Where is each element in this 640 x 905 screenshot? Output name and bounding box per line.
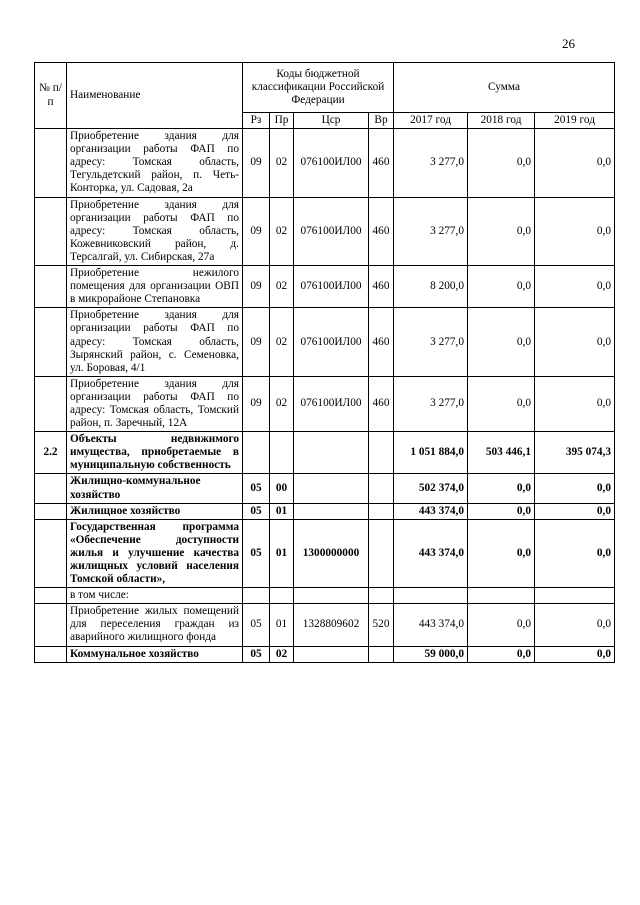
row-2017: 3 277,0 bbox=[394, 308, 468, 376]
row-2018: 503 446,1 bbox=[468, 432, 535, 474]
row-rz: 05 bbox=[243, 604, 270, 646]
row-number: 2.2 bbox=[35, 432, 67, 474]
table-row bbox=[35, 519, 615, 587]
table-body bbox=[35, 129, 615, 663]
row-pr: 02 bbox=[270, 197, 294, 265]
row-pr: 02 bbox=[270, 266, 294, 308]
row-2019: 0,0 bbox=[535, 503, 615, 519]
row-2019: 0,0 bbox=[535, 646, 615, 662]
row-rz: 05 bbox=[243, 646, 270, 662]
row-pr bbox=[270, 432, 294, 474]
row-rz: 09 bbox=[243, 197, 270, 265]
row-2019: 0,0 bbox=[535, 519, 615, 587]
header-no: № п/п bbox=[35, 63, 67, 129]
table-row bbox=[35, 474, 615, 503]
row-csr bbox=[294, 474, 369, 503]
row-rz: 05 bbox=[243, 474, 270, 503]
row-vr: 460 bbox=[369, 197, 394, 265]
row-pr: 01 bbox=[270, 503, 294, 519]
row-rz: 09 bbox=[243, 129, 270, 197]
table-row bbox=[35, 503, 615, 519]
row-2018: 0,0 bbox=[468, 376, 535, 431]
row-2018: 0,0 bbox=[468, 308, 535, 376]
row-name: Приобретение здания для организации работы ФАП по адресу: Томская область, Зырянский район, с. Семеновка, ул. Боровая, 4/1 bbox=[67, 308, 243, 376]
row-2018: 0,0 bbox=[468, 197, 535, 265]
row-2018: 0,0 bbox=[468, 519, 535, 587]
row-rz: 09 bbox=[243, 376, 270, 431]
row-2018: 0,0 bbox=[468, 503, 535, 519]
row-vr: 460 bbox=[369, 266, 394, 308]
row-vr: 460 bbox=[369, 129, 394, 197]
row-name: Приобретение здания для организации работы ФАП по адресу: Томская область, Тегульдетский район, п. Четь-Конторка, ул. Садовая, 2а bbox=[67, 129, 243, 197]
row-name: Жилищно-коммунальное хозяйство bbox=[67, 474, 243, 503]
row-2019 bbox=[535, 588, 615, 604]
header-vr: Вр bbox=[369, 113, 394, 129]
row-2019: 0,0 bbox=[535, 604, 615, 646]
row-vr bbox=[369, 474, 394, 503]
row-2017: 8 200,0 bbox=[394, 266, 468, 308]
row-name: Приобретение нежилого помещения для организации ОВП в микрорайоне Степановка bbox=[67, 266, 243, 308]
row-csr: 1300000000 bbox=[294, 519, 369, 587]
row-vr: 460 bbox=[369, 376, 394, 431]
row-rz bbox=[243, 588, 270, 604]
row-number bbox=[35, 129, 67, 197]
header-csr: Цср bbox=[294, 113, 369, 129]
row-number bbox=[35, 266, 67, 308]
row-vr: 520 bbox=[369, 604, 394, 646]
row-csr bbox=[294, 503, 369, 519]
row-csr: 076100ИЛ00 bbox=[294, 376, 369, 431]
row-2018: 0,0 bbox=[468, 646, 535, 662]
row-2018 bbox=[468, 588, 535, 604]
row-pr: 02 bbox=[270, 308, 294, 376]
row-csr: 076100ИЛ00 bbox=[294, 129, 369, 197]
row-2017: 1 051 884,0 bbox=[394, 432, 468, 474]
page-number: 26 bbox=[562, 36, 575, 51]
row-vr bbox=[369, 432, 394, 474]
row-2019: 0,0 bbox=[535, 308, 615, 376]
row-2017: 502 374,0 bbox=[394, 474, 468, 503]
row-name: в том числе: bbox=[67, 588, 243, 604]
table-row bbox=[35, 197, 615, 265]
table-row bbox=[35, 646, 615, 662]
row-2019: 0,0 bbox=[535, 266, 615, 308]
row-2019: 0,0 bbox=[535, 474, 615, 503]
row-number bbox=[35, 474, 67, 503]
row-csr: 1328809602 bbox=[294, 604, 369, 646]
table-row bbox=[35, 129, 615, 197]
row-rz: 09 bbox=[243, 308, 270, 376]
row-2017: 443 374,0 bbox=[394, 604, 468, 646]
header-2019: 2019 год bbox=[535, 113, 615, 129]
header-2018: 2018 год bbox=[468, 113, 535, 129]
row-pr bbox=[270, 588, 294, 604]
row-vr bbox=[369, 503, 394, 519]
row-rz: 09 bbox=[243, 266, 270, 308]
header-rz: Рз bbox=[243, 113, 270, 129]
row-rz: 05 bbox=[243, 503, 270, 519]
row-name: Приобретение здания для организации работы ФАП по адресу: Томская область, Кожевниковский район, д. Терсалгай, ул. Сибирская, 27а bbox=[67, 197, 243, 265]
row-name: Приобретение жилых помещений для переселения граждан из аварийного жилищного фонда bbox=[67, 604, 243, 646]
row-2017: 3 277,0 bbox=[394, 197, 468, 265]
budget-table bbox=[34, 62, 615, 663]
header-2017: 2017 год bbox=[394, 113, 468, 129]
row-2017: 59 000,0 bbox=[394, 646, 468, 662]
row-vr: 460 bbox=[369, 308, 394, 376]
table-row bbox=[35, 604, 615, 646]
row-csr: 076100ИЛ00 bbox=[294, 197, 369, 265]
row-number bbox=[35, 646, 67, 662]
row-csr: 076100ИЛ00 bbox=[294, 308, 369, 376]
row-csr bbox=[294, 588, 369, 604]
table-row bbox=[35, 376, 615, 431]
row-name: Жилищное хозяйство bbox=[67, 503, 243, 519]
row-name: Объекты недвижимого имущества, приобретаемые в муниципальную собственность bbox=[67, 432, 243, 474]
row-2018: 0,0 bbox=[468, 474, 535, 503]
row-csr: 076100ИЛ00 bbox=[294, 266, 369, 308]
row-pr: 01 bbox=[270, 519, 294, 587]
row-number bbox=[35, 604, 67, 646]
header-name: Наименование bbox=[67, 63, 243, 129]
row-rz bbox=[243, 432, 270, 474]
row-2019: 0,0 bbox=[535, 197, 615, 265]
row-name: Государственная программа «Обеспечение доступности жилья и улучшение качества жилищных условий населения Томской области», bbox=[67, 519, 243, 587]
row-2018: 0,0 bbox=[468, 129, 535, 197]
row-number bbox=[35, 503, 67, 519]
row-name: Приобретение здания для организации работы ФАП по адресу: Томская область, Томский район, п. Заречный, 12А bbox=[67, 376, 243, 431]
row-pr: 01 bbox=[270, 604, 294, 646]
row-csr bbox=[294, 646, 369, 662]
row-number bbox=[35, 588, 67, 604]
row-csr bbox=[294, 432, 369, 474]
row-number bbox=[35, 308, 67, 376]
row-2019: 0,0 bbox=[535, 129, 615, 197]
table-row bbox=[35, 308, 615, 376]
row-vr bbox=[369, 646, 394, 662]
row-pr: 02 bbox=[270, 646, 294, 662]
header-pr: Пр bbox=[270, 113, 294, 129]
table-row bbox=[35, 588, 615, 604]
row-pr: 02 bbox=[270, 129, 294, 197]
row-2018: 0,0 bbox=[468, 266, 535, 308]
row-pr: 00 bbox=[270, 474, 294, 503]
row-2017: 443 374,0 bbox=[394, 519, 468, 587]
header-codes: Коды бюджетной классификации Российской Федерации bbox=[243, 63, 394, 113]
row-number bbox=[35, 376, 67, 431]
row-2017: 443 374,0 bbox=[394, 503, 468, 519]
row-rz: 05 bbox=[243, 519, 270, 587]
row-name: Коммунальное хозяйство bbox=[67, 646, 243, 662]
row-2017: 3 277,0 bbox=[394, 129, 468, 197]
header-sum: Сумма bbox=[394, 63, 615, 113]
row-number bbox=[35, 519, 67, 587]
row-2019: 395 074,3 bbox=[535, 432, 615, 474]
row-2017: 3 277,0 bbox=[394, 376, 468, 431]
table-row bbox=[35, 432, 615, 474]
row-number bbox=[35, 197, 67, 265]
row-vr bbox=[369, 519, 394, 587]
row-pr: 02 bbox=[270, 376, 294, 431]
row-2019: 0,0 bbox=[535, 376, 615, 431]
row-vr bbox=[369, 588, 394, 604]
table-row bbox=[35, 266, 615, 308]
row-2017 bbox=[394, 588, 468, 604]
row-2018: 0,0 bbox=[468, 604, 535, 646]
